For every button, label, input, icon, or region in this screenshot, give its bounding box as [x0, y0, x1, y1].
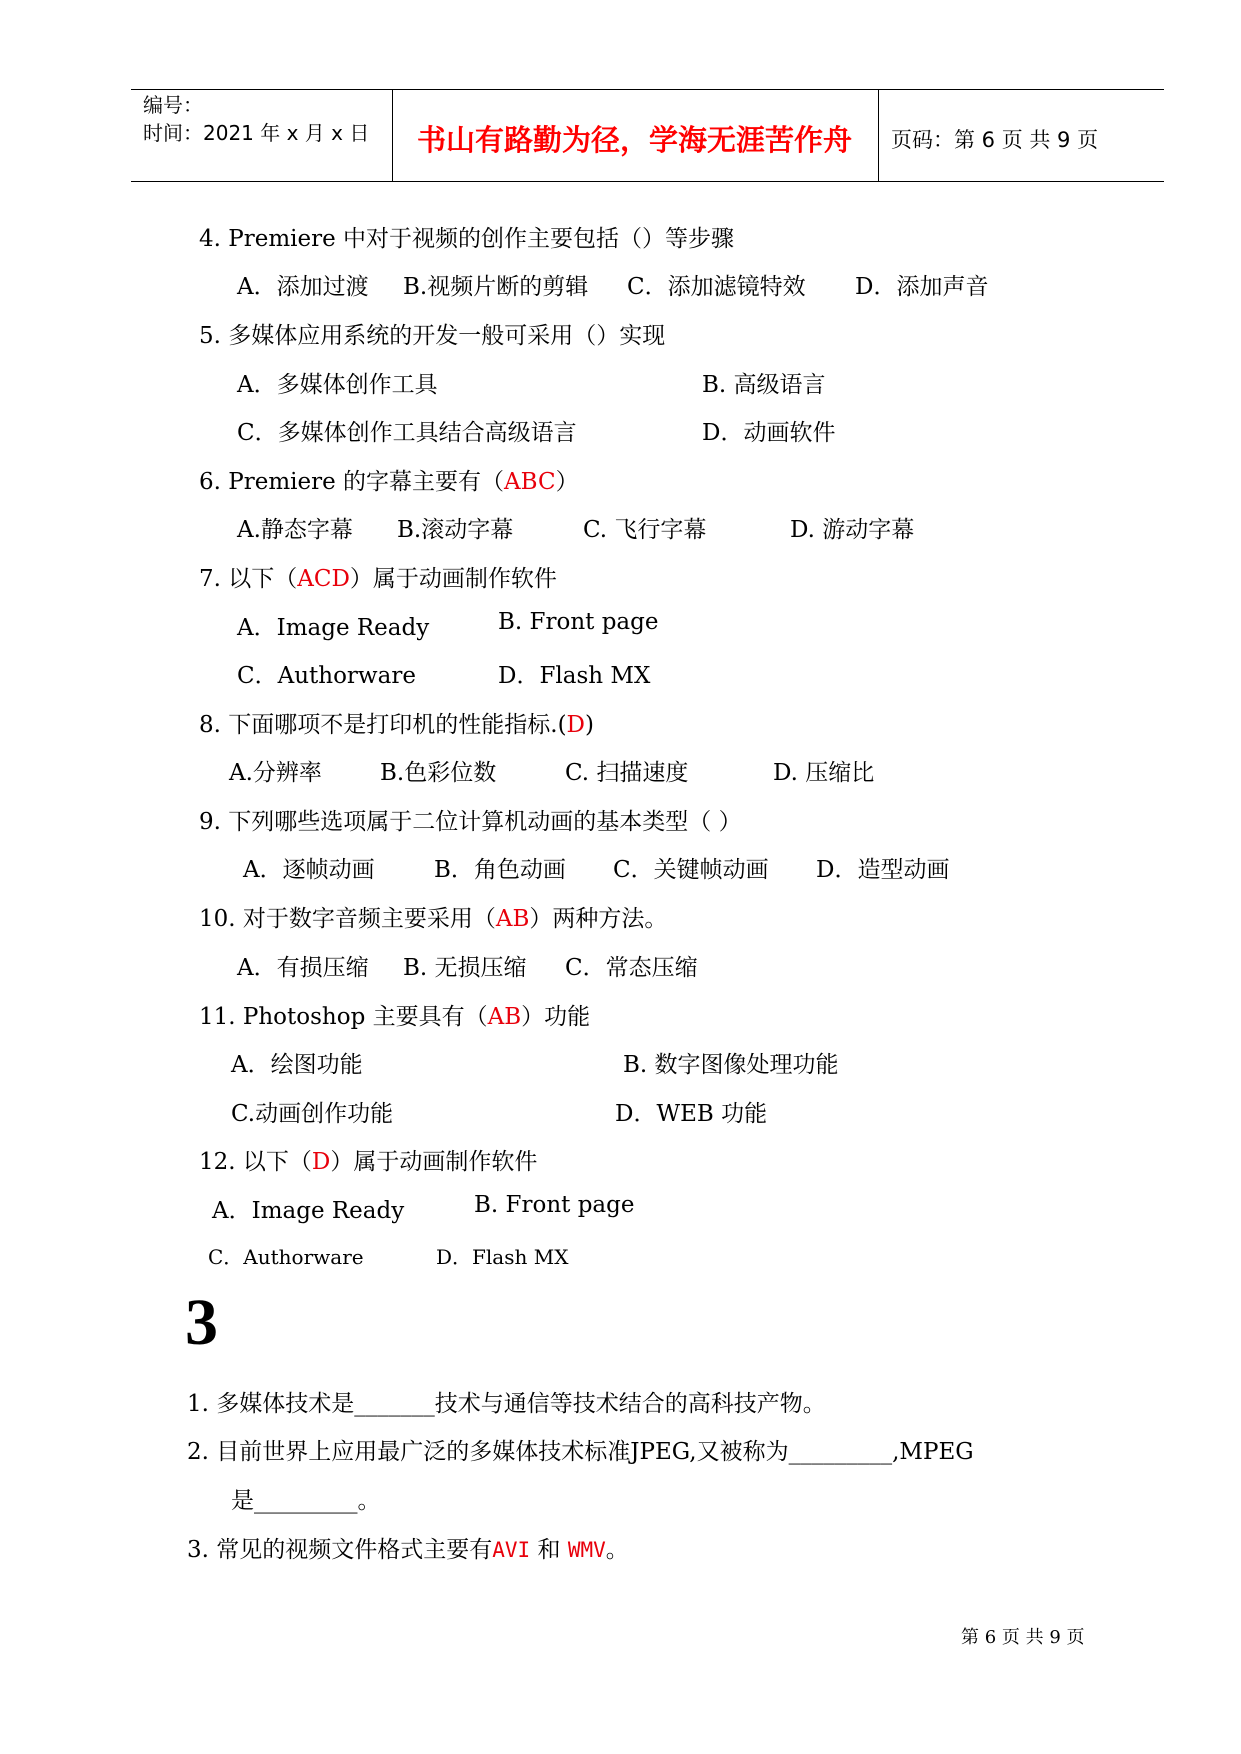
- question-6: [199, 463, 579, 496]
- q8-option-a: A.分辨率: [229, 760, 322, 786]
- q10-option-a: A．有损压缩: [237, 955, 369, 981]
- q7-prefix: 7. 以下（: [199, 566, 298, 592]
- q6-answer: ABC: [504, 469, 556, 495]
- footer-page-number: 第 6 页 共 9 页: [961, 1627, 1085, 1648]
- header-code-label: 编号：: [143, 93, 203, 117]
- q7-answer: ACD: [297, 566, 350, 592]
- q6-option-d: D. 游动字幕: [790, 517, 915, 543]
- f3-answer-wmv: WMV: [567, 1538, 606, 1562]
- fill-blank-1: 1. 多媒体技术是_______技术与通信等技术结合的高科技产物。: [187, 1391, 826, 1417]
- q5-option-c: C．多媒体创作工具结合高级语言: [237, 420, 577, 446]
- q5-option-d: D．动画软件: [702, 420, 836, 446]
- q8-suffix: ): [585, 712, 594, 738]
- q8-option-b: B.色彩位数: [380, 760, 497, 786]
- f3-suffix: 。: [605, 1537, 629, 1563]
- fill-blank-2-line1: 2. 目前世界上应用最广泛的多媒体技术标准JPEG,又被称为_________,MPEG: [187, 1439, 974, 1465]
- q6-prefix: 6. Premiere 的字幕主要有（: [199, 469, 505, 495]
- q9-option-b: B．角色动画: [434, 857, 566, 883]
- q6-suffix: ）: [555, 469, 579, 495]
- q9-option-d: D．造型动画: [816, 857, 950, 883]
- q10-suffix: ）两种方法。: [529, 906, 668, 932]
- question-8: [199, 706, 594, 739]
- f3-answer-avi: AVI: [492, 1538, 531, 1562]
- q7-option-a: A．Image Ready: [237, 615, 430, 641]
- q10-prefix: 10. 对于数字音频主要采用（: [199, 906, 496, 932]
- q9-option-a: A．逐帧动画: [243, 857, 375, 883]
- q8-option-d: D. 压缩比: [773, 760, 875, 786]
- q7-option-b: B. Front page: [498, 609, 659, 635]
- q7-option-c: C．Authorware: [237, 663, 416, 689]
- q4-option-b: B.视频片断的剪辑: [403, 274, 589, 300]
- q8-answer: D: [566, 712, 585, 738]
- question-4: 4. Premiere 中对于视频的创作主要包括（）等步骤: [199, 226, 735, 252]
- q8-option-c: C. 扫描速度: [565, 760, 689, 786]
- q12-option-c: C．Authorware: [208, 1245, 364, 1269]
- q5-option-b: B. 高级语言: [702, 372, 826, 398]
- fill-blank-2-line2: 是_________。: [231, 1488, 381, 1514]
- q11-answer: AB: [487, 1004, 522, 1030]
- q11-prefix: 11. Photoshop 主要具有（: [199, 1004, 488, 1030]
- question-7: [199, 560, 557, 593]
- header-time-label: 时间：2021 年 x 月 x 日: [143, 121, 370, 145]
- q7-option-d: D．Flash MX: [498, 663, 651, 689]
- q12-option-b: B. Front page: [474, 1192, 635, 1218]
- q8-prefix: 8. 下面哪项不是打印机的性能指标.(: [199, 712, 567, 738]
- section-number: 3: [185, 1286, 218, 1359]
- q12-option-d: D．Flash MX: [436, 1245, 569, 1269]
- q6-option-b: B.滚动字幕: [397, 517, 514, 543]
- header-top-rule: [131, 89, 1164, 90]
- question-5: 5. 多媒体应用系统的开发一般可采用（）实现: [199, 323, 666, 349]
- q7-suffix: ）属于动画制作软件: [349, 566, 557, 592]
- f3-mid: 和: [537, 1537, 561, 1563]
- header-bottom-rule: [131, 181, 1164, 182]
- fill-blank-3: [187, 1531, 629, 1564]
- q11-option-a: A．绘图功能: [231, 1052, 363, 1078]
- q6-option-a: A.静态字幕: [237, 517, 353, 543]
- q4-option-c: C．添加滤镜特效: [627, 274, 806, 300]
- q10-option-b: B. 无损压缩: [403, 955, 527, 981]
- header-divider-left: [392, 89, 393, 181]
- header-divider-right: [878, 89, 879, 181]
- q11-option-b: B. 数字图像处理功能: [623, 1052, 839, 1078]
- question-9: 9. 下列哪些选项属于二位计算机动画的基本类型（ ）: [199, 809, 742, 835]
- q12-option-a: A．Image Ready: [212, 1198, 405, 1224]
- q12-prefix: 12. 以下（: [199, 1149, 312, 1175]
- q10-answer: AB: [495, 906, 530, 932]
- question-10: [199, 900, 667, 933]
- question-11: [199, 998, 590, 1031]
- q11-option-c: C.动画创作功能: [231, 1101, 394, 1127]
- q4-option-a: A．添加过渡: [237, 274, 369, 300]
- q12-suffix: ）属于动画制作软件: [330, 1149, 538, 1175]
- question-12: [199, 1143, 537, 1176]
- q4-option-d: D．添加声音: [855, 274, 989, 300]
- q11-option-d: D．WEB 功能: [615, 1101, 768, 1127]
- header-page-label: 页码：第 6 页 共 9 页: [891, 128, 1099, 152]
- q10-option-c: C．常态压缩: [565, 955, 698, 981]
- q9-option-c: C．关键帧动画: [613, 857, 769, 883]
- q12-answer: D: [311, 1149, 331, 1175]
- header-motto: 书山有路勤为径，学海无涯苦作舟: [417, 123, 853, 157]
- f3-prefix: 3. 常见的视频文件格式主要有: [187, 1537, 493, 1563]
- q6-option-c: C. 飞行字幕: [583, 517, 707, 543]
- q11-suffix: ）功能: [521, 1004, 591, 1030]
- q5-option-a: A．多媒体创作工具: [237, 372, 438, 398]
